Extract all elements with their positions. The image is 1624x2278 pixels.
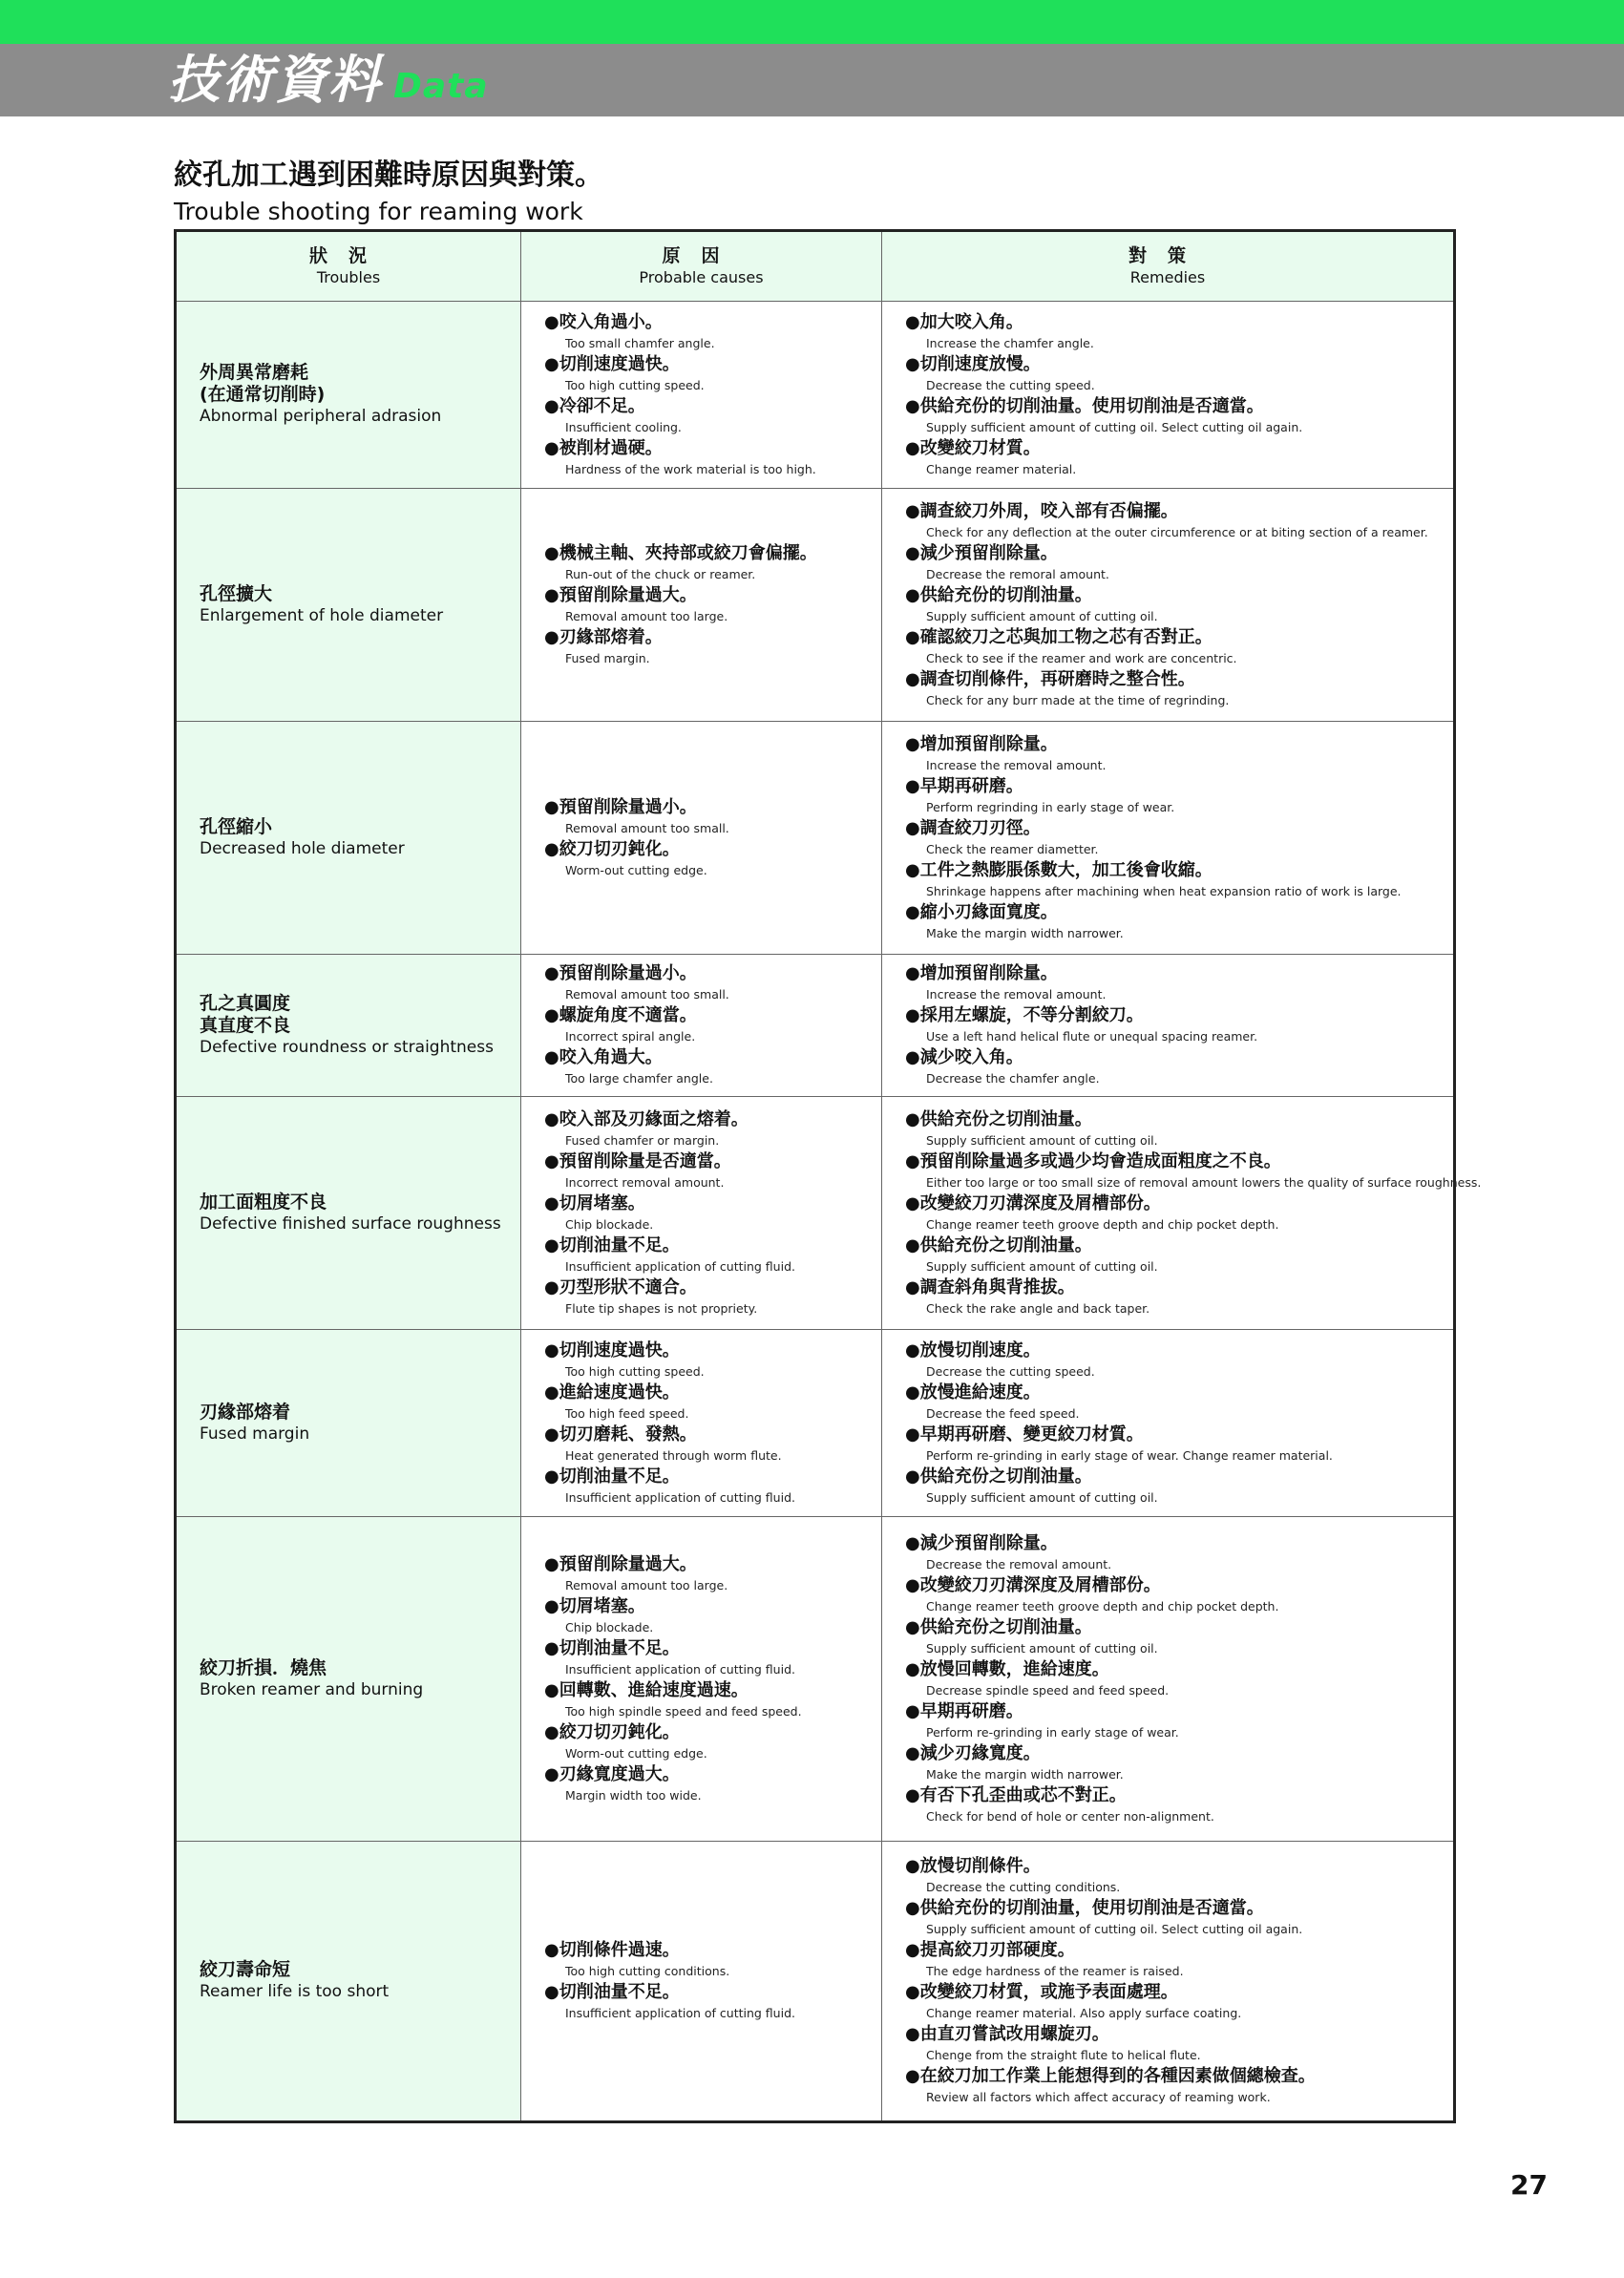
item-text-en: Margin width too wide. xyxy=(565,1787,702,1803)
item-text-en: Chenge from the straight flute to helical flute. xyxy=(926,2048,1201,2062)
cause-item xyxy=(544,1046,881,1088)
cause-item xyxy=(544,1637,881,1679)
trouble-label-zh: 加工面粗度不良 xyxy=(200,1191,327,1213)
item-text-zh: ●供給充份的切削油量，使用切削油是否適當。 xyxy=(905,1898,1264,1918)
remedy-item xyxy=(905,1108,1453,1150)
item-text-en: Check for any deflection at the outer circumference or at biting section of a reamer. xyxy=(926,524,1428,539)
trouble-label-en: Decreased hole diameter xyxy=(200,838,405,858)
causes-cell xyxy=(521,1330,882,1517)
table-row xyxy=(176,302,1455,489)
table-row xyxy=(176,1517,1455,1842)
item-text-en: Check for bend of hole or center non-alignment. xyxy=(926,1808,1214,1824)
causes-cell xyxy=(521,1517,882,1842)
col-header-remedies: 對策 Remedies xyxy=(882,231,1455,302)
remedy-item xyxy=(905,2023,1453,2065)
table-row xyxy=(176,1330,1455,1517)
remedy-item xyxy=(905,353,1453,395)
cause-item xyxy=(544,1192,881,1234)
item-text-en: Supply sufficient amount of cutting oil. xyxy=(926,1489,1158,1505)
item-text-en: Removal amount too small. xyxy=(565,987,729,1002)
cause-item xyxy=(544,1339,881,1382)
item-text-en: Perform re-grinding in early stage of wear. Change reamer material. xyxy=(926,1447,1333,1463)
causes-cell xyxy=(521,722,882,955)
item-text-en: Too large chamfer angle. xyxy=(565,1071,713,1086)
item-text-en: Make the margin width narrower. xyxy=(926,925,1124,940)
remedy-item xyxy=(905,437,1453,479)
page-title-zh: 絞孔加工遇到困難時原因與對策。 xyxy=(174,158,603,192)
remedy-item xyxy=(905,2065,1453,2107)
item-text-zh: ●進給速度過快。 xyxy=(544,1382,680,1403)
trouble-label-zh: 孔之真圓度 xyxy=(200,992,291,1014)
item-text-en: Run-out of the chuck or reamer. xyxy=(565,566,756,581)
trouble-cell xyxy=(176,955,521,1097)
col-header-troubles: 狀況 Troubles xyxy=(176,231,521,302)
trouble-label-zh: 真直度不良 xyxy=(200,1014,291,1036)
item-text-zh: ●供給充份之切削油量。 xyxy=(905,1466,1092,1487)
top-green-bar xyxy=(0,0,1624,44)
remedy-item xyxy=(905,859,1453,901)
remedy-item xyxy=(905,1897,1453,1939)
cause-item xyxy=(544,1108,881,1150)
item-text-zh: ●由直刃嘗試改用螺旋刃。 xyxy=(905,2024,1109,2044)
trouble-label-en: Broken reamer and burning xyxy=(200,1679,424,1699)
item-text-zh: ●加大咬入角。 xyxy=(905,311,1023,332)
item-text-zh: ●改變絞刀材質。 xyxy=(905,437,1041,458)
item-text-en: Supply sufficient amount of cutting oil. xyxy=(926,1258,1158,1274)
remedies-cell xyxy=(882,489,1455,722)
item-text-zh: ●切削油量不足。 xyxy=(544,1982,680,2002)
cause-item xyxy=(544,796,881,838)
cause-item xyxy=(544,626,881,668)
item-text-en: Too small chamfer angle. xyxy=(565,335,715,350)
causes-cell xyxy=(521,1842,882,2122)
item-text-en: Decrease the cutting speed. xyxy=(926,377,1095,392)
remedy-item xyxy=(905,500,1453,542)
trouble-label-en: Defective roundness or straightness xyxy=(200,1037,494,1057)
item-text-zh: ●供給充份的切削油量。使用切削油是否適當。 xyxy=(905,395,1264,416)
cause-item xyxy=(544,1939,881,1981)
item-text-zh: ●放慢進給速度。 xyxy=(905,1382,1041,1403)
item-text-zh: ●切削速度過快。 xyxy=(544,1339,680,1360)
causes-cell xyxy=(521,955,882,1097)
remedies-cell xyxy=(882,955,1455,1097)
item-text-en: Removal amount too large. xyxy=(565,608,728,623)
item-text-en: Heat generated through worm flute. xyxy=(565,1447,782,1463)
item-text-en: Supply sufficient amount of cutting oil. Select cutting oil again. xyxy=(926,1922,1303,1936)
remedy-item xyxy=(905,1939,1453,1981)
table-row xyxy=(176,489,1455,722)
item-text-zh: ●有否下孔歪曲或芯不對正。 xyxy=(905,1784,1127,1805)
item-text-zh: ●縮小刃緣面寬度。 xyxy=(905,901,1058,922)
item-text-en: Check the rake angle and back taper. xyxy=(926,1300,1150,1316)
remedy-item xyxy=(905,1981,1453,2023)
remedy-item xyxy=(905,817,1453,859)
item-text-en: Supply sufficient amount of cutting oil. xyxy=(926,1640,1158,1656)
item-text-en: Decrease spindle speed and feed speed. xyxy=(926,1682,1170,1698)
item-text-en: Insufficient application of cutting fluid. xyxy=(565,1661,795,1677)
causes-cell xyxy=(521,1097,882,1330)
item-text-zh: ●被削材過硬。 xyxy=(544,437,663,458)
cause-item xyxy=(544,1424,881,1466)
remedy-item xyxy=(905,668,1453,710)
item-text-zh: ●切削速度放慢。 xyxy=(905,353,1041,374)
item-text-zh: ●回轉數、進給速度過速。 xyxy=(544,1679,749,1700)
table-row xyxy=(176,722,1455,955)
item-text-zh: ●咬入角過小。 xyxy=(544,311,663,332)
item-text-zh: ●預留削除量過小。 xyxy=(544,963,697,983)
item-text-zh: ●預留削除量是否適當。 xyxy=(544,1150,731,1171)
item-text-en: Shrinkage happens after machining when heat expansion ratio of work is large. xyxy=(926,883,1402,898)
item-text-en: Change reamer teeth groove depth and chip pocket depth. xyxy=(926,1216,1279,1232)
item-text-zh: ●放慢回轉數，進給速度。 xyxy=(905,1658,1109,1679)
item-text-zh: ●切削油量不足。 xyxy=(544,1637,680,1658)
remedy-item xyxy=(905,311,1453,353)
item-text-en: Increase the removal amount. xyxy=(926,987,1107,1002)
item-text-en: Too high cutting speed. xyxy=(565,1363,705,1379)
page-title-en: Trouble shooting for reaming work xyxy=(174,198,583,225)
item-text-zh: ●預留削除量過小。 xyxy=(544,796,697,817)
item-text-en: Increase the chamfer angle. xyxy=(926,335,1094,350)
remedy-item xyxy=(905,1382,1453,1424)
item-text-zh: ●切屑堵塞。 xyxy=(544,1192,645,1213)
item-text-en: Make the margin width narrower. xyxy=(926,1766,1124,1782)
item-text-en: Too high feed speed. xyxy=(565,1405,689,1421)
cause-item xyxy=(544,1382,881,1424)
item-text-en: Supply sufficient amount of cutting oil. xyxy=(926,1132,1158,1148)
item-text-en: Change reamer teeth groove depth and chip pocket depth. xyxy=(926,1598,1279,1614)
item-text-zh: ●工件之熱膨脹係數大，加工後會收縮。 xyxy=(905,859,1213,880)
item-text-en: Use a left hand helical flute or unequal spacing reamer. xyxy=(926,1029,1258,1044)
section-title-en: Data xyxy=(393,67,489,106)
remedy-item xyxy=(905,1574,1453,1616)
item-text-en: Too high cutting conditions. xyxy=(565,1964,730,1978)
cause-item xyxy=(544,542,881,584)
remedy-item xyxy=(905,1466,1453,1508)
item-text-zh: ●減少咬入角。 xyxy=(905,1047,1023,1067)
item-text-zh: ●絞刀切刃鈍化。 xyxy=(544,838,680,859)
item-text-zh: ●減少預留削除量。 xyxy=(905,1532,1058,1553)
cause-item xyxy=(544,1679,881,1721)
item-text-zh: ●放慢切削條件。 xyxy=(905,1856,1041,1876)
item-text-en: Decrease the cutting speed. xyxy=(926,1363,1095,1379)
trouble-label-en: Defective finished surface roughness xyxy=(200,1213,501,1234)
item-text-en: Incorrect spiral angle. xyxy=(565,1029,696,1044)
item-text-en: Insufficient application of cutting fluid. xyxy=(565,1489,795,1505)
cause-item xyxy=(544,311,881,353)
trouble-label-en: Abnormal peripheral adrasion xyxy=(200,407,442,426)
remedy-item xyxy=(905,775,1453,817)
item-text-zh: ●供給充份的切削油量。 xyxy=(905,584,1092,605)
table-row xyxy=(176,1097,1455,1330)
trouble-label-zh: 孔徑擴大 xyxy=(200,582,273,604)
item-text-zh: ●早期再研磨、變更絞刀材質。 xyxy=(905,1424,1144,1445)
remedy-item xyxy=(905,733,1453,775)
cause-item xyxy=(544,1595,881,1637)
item-text-zh: ●在絞刀加工作業上能想得到的各種因素做個總檢查。 xyxy=(905,2066,1316,2086)
causes-cell xyxy=(521,302,882,489)
trouble-shooting-table xyxy=(174,229,1482,2123)
trouble-label-en: Enlargement of hole diameter xyxy=(200,605,444,625)
remedy-item xyxy=(905,1150,1482,1192)
item-text-zh: ●改變絞刀材質，或施予表面處理。 xyxy=(905,1982,1178,2002)
item-text-zh: ●預留削除量過多或過少均會造成面粗度之不良。 xyxy=(905,1150,1281,1171)
cause-item xyxy=(544,1150,881,1192)
item-text-zh: ●採用左螺旋，不等分割絞刀。 xyxy=(905,1005,1144,1025)
col-header-causes: 原因 Probable causes xyxy=(521,231,882,302)
item-text-en: Decrease the remoral amount. xyxy=(926,566,1109,581)
remedy-item xyxy=(905,1742,1453,1784)
remedies-cell xyxy=(882,722,1455,955)
remedies-cell xyxy=(882,302,1455,489)
item-text-zh: ●預留削除量過大。 xyxy=(544,584,697,605)
trouble-label-zh: 孔徑縮小 xyxy=(200,815,273,837)
remedy-item xyxy=(905,1616,1453,1658)
section-title-zh: 技術資料 xyxy=(168,50,382,110)
item-text-zh: ●刃型形狀不適合。 xyxy=(544,1276,697,1297)
trouble-label-en: Reamer life is too short xyxy=(200,1982,390,2001)
item-text-zh: ●調查斜角與背推拔。 xyxy=(905,1276,1075,1297)
cause-item xyxy=(544,395,881,437)
item-text-en: Decrease the cutting conditions. xyxy=(926,1880,1121,1894)
remedy-item xyxy=(905,1046,1453,1088)
item-text-zh: ●調查絞刀刃徑。 xyxy=(905,817,1041,838)
cause-item xyxy=(544,1981,881,2023)
remedy-item xyxy=(905,1424,1453,1466)
item-text-en: Insufficient application of cutting fluid. xyxy=(565,1258,795,1274)
remedies-cell xyxy=(882,1330,1455,1517)
trouble-cell xyxy=(176,1097,521,1330)
item-text-en: Change reamer material. Also apply surface coating. xyxy=(926,2006,1242,2020)
remedy-item xyxy=(905,901,1453,943)
item-text-en: Perform re-grinding in early stage of wear. xyxy=(926,1724,1179,1740)
page-number: 27 xyxy=(1510,2169,1548,2201)
item-text-en: Hardness of the work material is too high. xyxy=(565,461,816,476)
item-text-en: The edge hardness of the reamer is raised. xyxy=(926,1964,1184,1978)
trouble-label-en: Fused margin xyxy=(200,1424,310,1444)
item-text-zh: ●切削速度過快。 xyxy=(544,353,680,374)
item-text-zh: ●螺旋角度不適當。 xyxy=(544,1005,697,1025)
table-header-row xyxy=(176,231,1455,302)
item-text-zh: ●切刃磨耗、發熱。 xyxy=(544,1424,697,1445)
trouble-label-zh: 絞刀壽命短 xyxy=(200,1959,291,1980)
item-text-en: Insufficient cooling. xyxy=(565,419,682,434)
item-text-zh: ●放慢切削速度。 xyxy=(905,1339,1041,1360)
item-text-zh: ●切屑堵塞。 xyxy=(544,1595,645,1616)
cause-item xyxy=(544,1004,881,1046)
item-text-zh: ●增加預留削除量。 xyxy=(905,733,1058,754)
cause-item xyxy=(544,353,881,395)
remedy-item xyxy=(905,1658,1453,1700)
cause-item xyxy=(544,1276,881,1318)
item-text-zh: ●減少預留削除量。 xyxy=(905,542,1058,563)
section-title xyxy=(168,52,489,116)
item-text-zh: ●增加預留削除量。 xyxy=(905,963,1058,983)
cause-item xyxy=(544,838,881,880)
cause-item xyxy=(544,1234,881,1276)
cause-item xyxy=(544,1553,881,1595)
item-text-zh: ●預留削除量過大。 xyxy=(544,1553,697,1574)
item-text-zh: ●改變絞刀刃溝深度及屑槽部份。 xyxy=(905,1192,1161,1213)
item-text-en: Fused margin. xyxy=(565,650,650,665)
causes-cell xyxy=(521,489,882,722)
item-text-zh: ●供給充份之切削油量。 xyxy=(905,1234,1092,1255)
item-text-zh: ●咬入部及刃緣面之熔着。 xyxy=(544,1108,749,1129)
trouble-label-zh: 刃緣部熔着 xyxy=(200,1401,291,1423)
trouble-cell xyxy=(176,1330,521,1517)
remedies-cell xyxy=(882,1842,1455,2122)
remedy-item xyxy=(905,542,1453,584)
item-text-zh: ●確認絞刀之芯與加工物之芯有否對正。 xyxy=(905,626,1213,647)
cause-item xyxy=(544,962,881,1004)
item-text-zh: ●調查絞刀外周，咬入部有否偏擺。 xyxy=(905,500,1178,521)
trouble-cell xyxy=(176,1842,521,2122)
remedy-item xyxy=(905,395,1453,437)
trouble-label-zh: 絞刀折損．燒焦 xyxy=(200,1656,327,1678)
item-text-zh: ●冷卻不足。 xyxy=(544,395,645,416)
item-text-en: Check for any burr made at the time of regrinding. xyxy=(926,692,1230,707)
remedy-item xyxy=(905,962,1453,1004)
item-text-en: Chip blockade. xyxy=(565,1216,654,1232)
item-text-zh: ●減少刃緣寬度。 xyxy=(905,1742,1041,1763)
item-text-en: Decrease the feed speed. xyxy=(926,1405,1080,1421)
item-text-zh: ●切削油量不足。 xyxy=(544,1234,680,1255)
item-text-zh: ●絞刀切刃鈍化。 xyxy=(544,1721,680,1742)
item-text-en: Check the reamer diametter. xyxy=(926,841,1099,856)
remedy-item xyxy=(905,1234,1453,1276)
cause-item xyxy=(544,1721,881,1763)
table-row xyxy=(176,1842,1455,2122)
remedy-item xyxy=(905,1004,1453,1046)
item-text-en: Too high spindle speed and feed speed. xyxy=(565,1703,802,1719)
item-text-en: Fused chamfer or margin. xyxy=(565,1132,720,1148)
item-text-zh: ●改變絞刀刃溝深度及屑槽部份。 xyxy=(905,1574,1161,1595)
item-text-en: Flute tip shapes is not propriety. xyxy=(565,1300,758,1316)
item-text-en: Insufficient application of cutting fluid. xyxy=(565,2006,795,2020)
item-text-zh: ●早期再研磨。 xyxy=(905,775,1023,796)
item-text-zh: ●供給充份之切削油量。 xyxy=(905,1108,1092,1129)
remedy-item xyxy=(905,626,1453,668)
item-text-en: Decrease the chamfer angle. xyxy=(926,1071,1100,1086)
item-text-en: Worm-out cutting edge. xyxy=(565,1745,707,1761)
item-text-en: Check to see if the reamer and work are concentric. xyxy=(926,650,1237,665)
table-row xyxy=(176,955,1455,1097)
item-text-zh: ●機械主軸、夾持部或絞刀會偏擺。 xyxy=(544,542,817,563)
cause-item xyxy=(544,437,881,479)
cause-item xyxy=(544,584,881,626)
trouble-cell xyxy=(176,722,521,955)
trouble-cell xyxy=(176,489,521,722)
remedy-item xyxy=(905,1532,1453,1574)
item-text-en: Supply sufficient amount of cutting oil. xyxy=(926,608,1158,623)
item-text-en: Either too large or too small size of removal amount lowers the quality of surface roughness. xyxy=(926,1174,1482,1190)
item-text-zh: ●早期再研磨。 xyxy=(905,1700,1023,1721)
trouble-label-zh: 外周異常磨耗 xyxy=(200,362,309,383)
remedies-cell xyxy=(882,1517,1455,1842)
item-text-en: Worm-out cutting edge. xyxy=(565,862,707,877)
item-text-zh: ●供給充份之切削油量。 xyxy=(905,1616,1092,1637)
item-text-en: Decrease the removal amount. xyxy=(926,1556,1112,1571)
remedy-item xyxy=(905,1339,1453,1382)
remedies-cell xyxy=(882,1097,1482,1330)
item-text-zh: ●刃緣寬度過大。 xyxy=(544,1763,680,1784)
cause-item xyxy=(544,1763,881,1805)
item-text-en: Removal amount too large. xyxy=(565,1577,728,1592)
item-text-en: Change reamer material. xyxy=(926,461,1077,476)
item-text-zh: ●調查切削條件，再研磨時之整合性。 xyxy=(905,668,1195,689)
item-text-zh: ●切削油量不足。 xyxy=(544,1466,680,1487)
remedy-item xyxy=(905,584,1453,626)
trouble-label-zh: (在通常切削時) xyxy=(200,384,326,405)
item-text-en: Supply sufficient amount of cutting oil. Select cutting oil again. xyxy=(926,419,1303,434)
item-text-en: Incorrect removal amount. xyxy=(565,1174,725,1190)
item-text-zh: ●切削條件過速。 xyxy=(544,1940,680,1960)
trouble-cell xyxy=(176,1517,521,1842)
item-text-en: Perform regrinding in early stage of wear. xyxy=(926,799,1175,814)
remedy-item xyxy=(905,1276,1453,1318)
item-text-en: Removal amount too small. xyxy=(565,820,729,835)
remedy-item xyxy=(905,1855,1453,1897)
item-text-en: Review all factors which affect accuracy of reaming work. xyxy=(926,2090,1271,2104)
item-text-en: Too high cutting speed. xyxy=(565,377,705,392)
item-text-en: Chip blockade. xyxy=(565,1619,654,1635)
remedy-item xyxy=(905,1784,1453,1826)
item-text-en: Increase the removal amount. xyxy=(926,757,1107,772)
remedy-item xyxy=(905,1700,1453,1742)
remedy-item xyxy=(905,1192,1453,1234)
cause-item xyxy=(544,1466,881,1508)
item-text-zh: ●提高絞刀刃部硬度。 xyxy=(905,1940,1075,1960)
item-text-zh: ●咬入角過大。 xyxy=(544,1047,663,1067)
trouble-cell xyxy=(176,302,521,489)
item-text-zh: ●刃緣部熔着。 xyxy=(544,626,663,647)
